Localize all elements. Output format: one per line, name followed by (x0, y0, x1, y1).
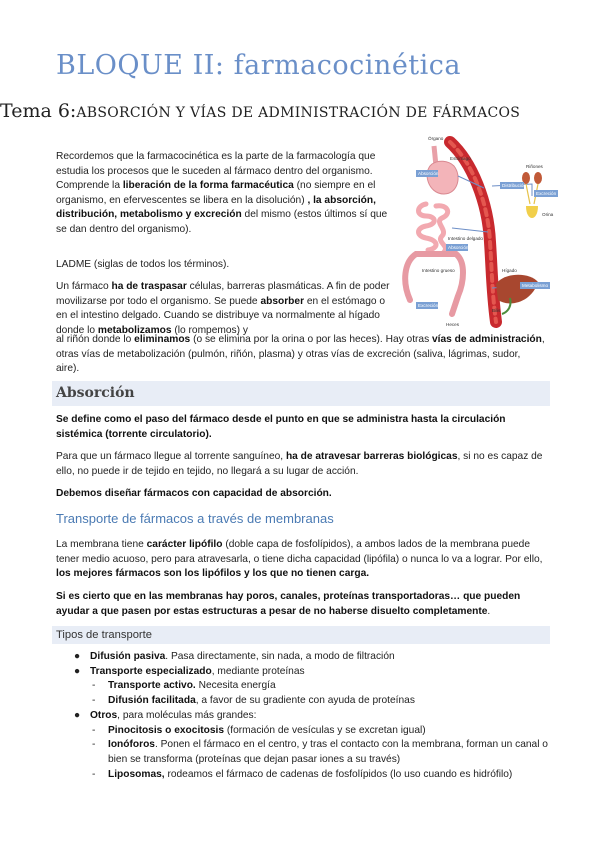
label-stomach: Estómago (450, 156, 471, 161)
absorption-definition: Se define como el paso del fármaco desde el punto en que se administra hasta la circulación sistémica (torrente circulatorio). (56, 414, 506, 440)
intro-paragraph: Recordemos que la farmacocinética es la parte de la farmacología que estudia los procesos que le suceden al fármaco dentro del organismo. Comprende la liberación de la forma farmacéutica (no siempre en el organismo, en efervescentes se libera en la disolución) , la absorción, distribución, metabolismo y excreción del mismo (estos últimos sí que se dan dentro del organismo). (56, 151, 388, 235)
label-bile: Bilis (492, 308, 501, 313)
stomach-shape (427, 161, 458, 194)
list-item: ● Transporte especializado, mediante proteínas (74, 665, 305, 677)
label-feces: Heces (446, 322, 460, 327)
list-item: ● Difusión pasiva. Pasa directamente, sin nada, a modo de filtración (74, 651, 395, 662)
small-intestine-shape (419, 204, 448, 252)
membrane-pores-paragraph: Si es cierto que en las membranas hay poros, canales, proteínas transportadoras… que pueden ayudar a que pasen por estas estructuras a pesar de no haberse disuelto completamente. (56, 591, 521, 617)
label-organ: Órgano (428, 136, 444, 141)
topic-title-rest: ABSORCIÓN Y VÍAS DE ADMINISTRACIÓN DE FÁRMACOS (76, 105, 521, 121)
list-item: - Liposomas, rodeamos el fármaco de cadenas de fosfolípidos (lo uso cuando es hidrófilo) (92, 768, 513, 780)
label-urine: Orina (542, 212, 554, 217)
label-kidneys: Riñones (526, 164, 543, 169)
label-metabolism: Metabolismo (522, 283, 549, 288)
absorption-design-note: Debemos diseñar fármacos con capacidad de absorción. (56, 488, 332, 499)
list-item: - Pinocitosis o exocitosis (formación de vesículas y se excretan igual) (92, 724, 426, 736)
bladder-shape (526, 206, 538, 218)
ladme-note: LADME (siglas de todos los términos). (56, 259, 230, 270)
pharmacokinetics-diagram (392, 132, 564, 330)
label-small-intestine: Intestino delgado (448, 236, 483, 241)
topic-title (0, 100, 600, 122)
transport-types-heading: Tipos de transporte (52, 626, 550, 644)
membrane-paragraph: La membrana tiene carácter lipófilo (doble capa de fosfolípidos), a ambos lados de la membrana puede tener medio acuoso, pero para atravesarla, o tiene dicha capacidad (lipófila) o nunca lo va a lograr. Por ello, los mejores fármacos son los lipófilos y los que no tienen carga. (56, 539, 543, 580)
list-item: - Ionóforos. Ponen el fármaco en el centro, y tras el contacto con la membrana, forman un canal o bien se transforma (proteínas que dejan pasar iones a su través) (92, 739, 548, 765)
label-absorption-1: Absorción (418, 171, 439, 176)
traverse-paragraph: Un fármaco ha de traspasar células, barreras plasmáticas. A fin de poder movilizarse por todo el organismo. Se puede absorber en el estómago o en el intestino delgado. Cuando se distribuye va normalmente al hígado donde lo metabolizamos (lo rompemos) y (56, 281, 390, 336)
list-item: - Transporte activo. Necesita energía (92, 680, 276, 692)
label-large-intestine: Intestino grueso (422, 268, 455, 273)
topic-title-lead: Tema 6: (0, 100, 77, 122)
list-item: - Difusión facilitada, a favor de su gradiente con ayuda de proteínas (92, 695, 415, 707)
absorption-barriers-paragraph: Para que un fármaco llegue al torrente sanguíneo, ha de atravesar barreras biológicas, si no es capaz de ello, no puede ir de tejido en tejido, no llegará a su lugar de acción. (56, 451, 543, 477)
label-excretion-2: Excreción (418, 303, 439, 308)
label-distribution: Distribución (502, 183, 526, 188)
routes-paragraph: al riñón donde lo eliminamos (o se elimina por la orina o por las heces). Hay otras vías de administración, otras vías de metabolización (pulmón, riñón, plasma) y otras vías de excreción (saliva, lágrimas, sudor, aire). (56, 334, 545, 375)
label-excretion-1: Excreción (536, 191, 557, 196)
liver-shape (496, 275, 538, 304)
label-absorption-2: Absorción (448, 245, 469, 250)
label-liver: Hígado (502, 268, 517, 273)
absorption-heading: Absorción (52, 381, 550, 406)
block-title: BLOQUE II: farmacocinética (56, 50, 462, 81)
transport-types-list (56, 650, 556, 782)
membrane-transport-heading: Transporte de fármacos a través de membranas (56, 511, 334, 526)
list-item: ● Otros, para moléculas más grandes: (74, 709, 257, 721)
